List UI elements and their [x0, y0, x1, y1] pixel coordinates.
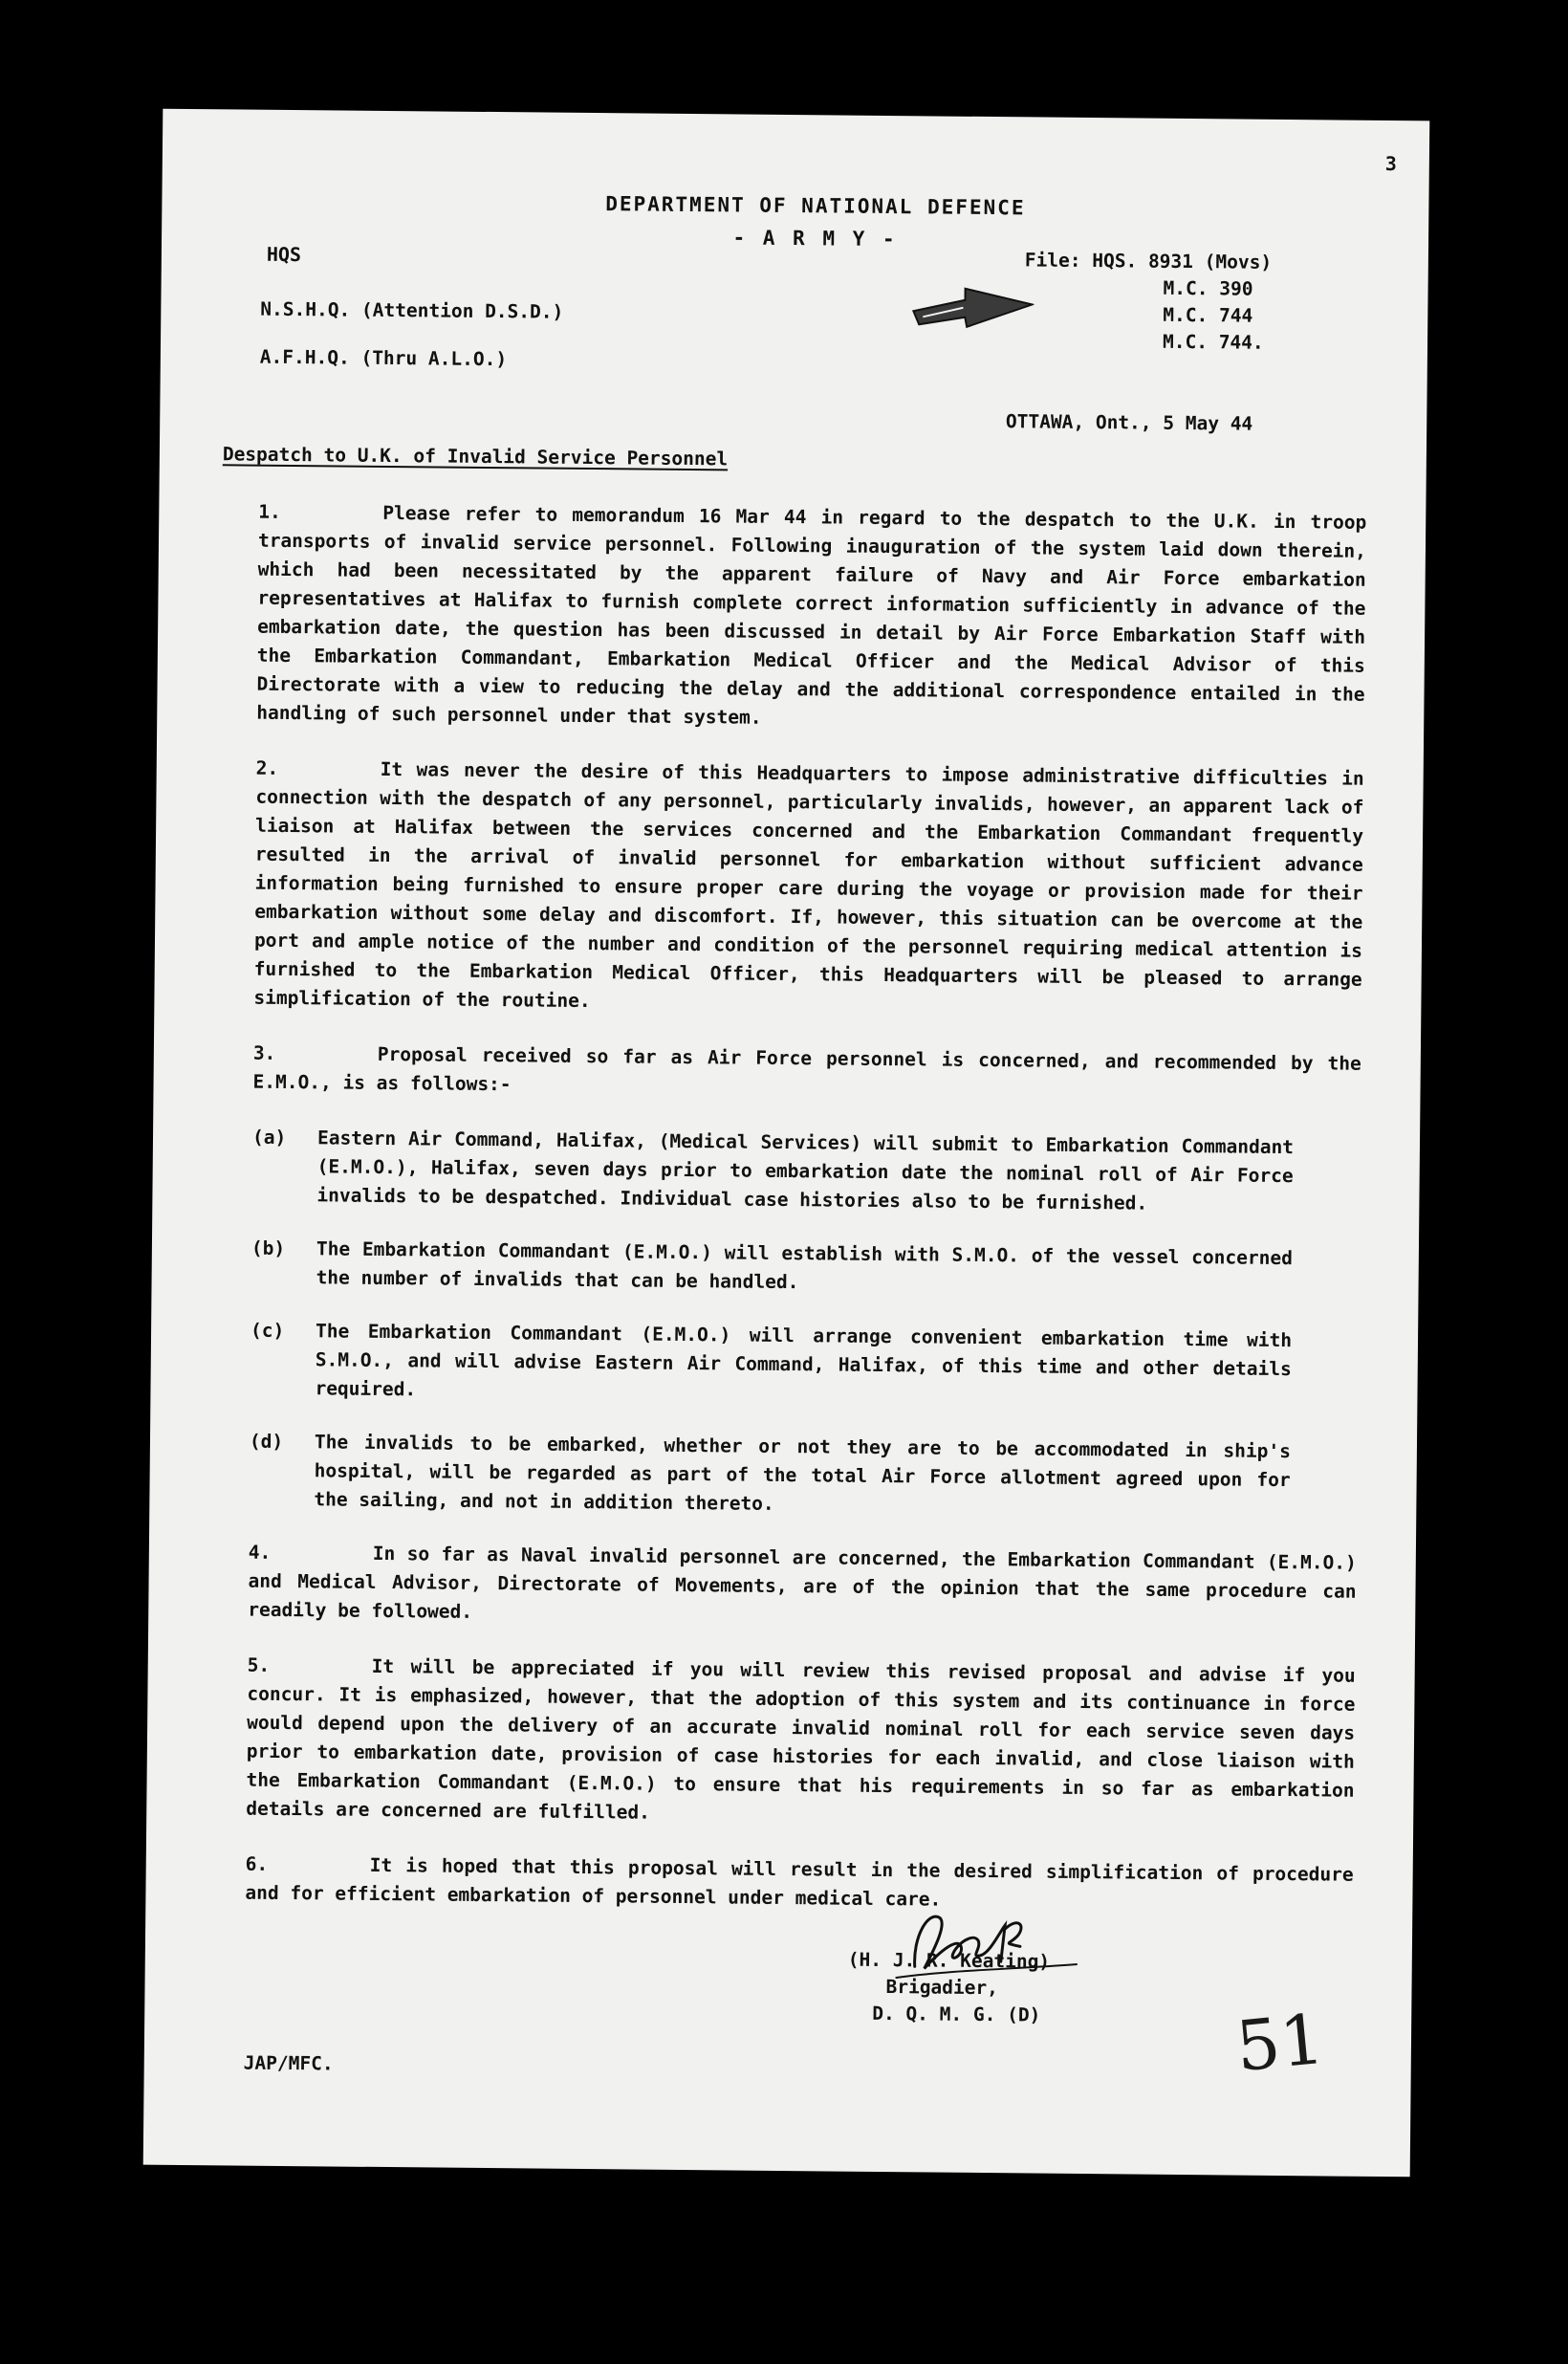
paragraph-text: In so far as Naval invalid personnel are concerned, the Embarkation Commandant (E.M.O.) and Medical Advisor, Directorate of Movements, are of the opinion that the same procedure can readily be followed.	[248, 1542, 1357, 1623]
paragraph-number: 2.	[255, 756, 279, 779]
handwritten-page-number: 51	[1232, 1998, 1328, 2088]
paragraph-number: 5.	[247, 1653, 271, 1676]
sub-item-text: The Embarkation Commandant (E.M.O.) will arrange convenient embarkation time with S.M.O., and will advise Eastern Air Command, Halifax, of this time and other details required.	[315, 1320, 1293, 1401]
paragraph	[248, 1539, 1357, 1635]
paragraph-text: It will be appreciated if you will review this revised proposal and advise if you concur. It is emphasized, however, that the adoption of this system and its continuance in force would depend upon the delivery of an accurate invalid nominal roll for each service seven days prior to embarkation date, provision of case histories for each invalid, and close liaison with the Embarkation Commandant (E.M.O.) to ensure that his requirements in so far as embarkation details are concerned are fulfilled.	[246, 1654, 1356, 1824]
subject-line: Despatch to U.K. of Invalid Service Personnel	[222, 443, 729, 471]
signatory-rank: Brigadier,	[885, 1976, 999, 2000]
sub-item-text: The Embarkation Commandant (E.M.O.) will establish with S.M.O. of the vessel concerned the number of invalids that can be handled.	[316, 1237, 1293, 1294]
department-heading: DEPARTMENT OF NATIONAL DEFENCE	[605, 192, 1026, 220]
paragraph-number: 4.	[248, 1541, 272, 1564]
signature-block	[847, 1947, 1050, 2029]
branch-heading: - A R M Y -	[732, 226, 898, 252]
paragraph-text: Please refer to memorandum 16 Mar 44 in regard to the despatch to the U.K. in troop transports of invalid service personnel. Following inauguration of the system laid down therein, which had been necessitated by the apparent failure of Navy and Air Force embarkation representatives at Halifax to furnish complete correct information sufficiently in advance of the embarkation date, the question has been discussed in detail by Air Force Embarkation Staff with the Embarkation Commandant, Embarkation Medical Officer and the Medical Advisor of this Directorate with a view to reducing the delay and the additional correspondence entailed in the handling of such personnel under that system.	[256, 501, 1367, 729]
signatory-name: (H. J. R. Keating)	[847, 1948, 1051, 1973]
signatory-title: D. Q. M. G. (D)	[872, 2002, 1041, 2026]
place-and-date: OTTAWA, Ont., 5 May 44	[1005, 410, 1253, 435]
sub-item-text: Eastern Air Command, Halifax, (Medical Services) will submit to Embarkation Commandant (E.M.O.), Halifax, seven days prior to embarkation date the nominal roll of Air Force invalids to be despatched. Individual case histories also to be furnished.	[316, 1127, 1295, 1215]
reference-mark: HQS	[266, 242, 302, 267]
paragraph	[252, 1040, 1361, 1107]
document-page	[143, 109, 1430, 2178]
sub-item-text: The invalids to be embarked, whether or not they are to be accommodated in ship's hospital, will be regarded as part of the total Air Force allotment agreed upon for the sailing, and not in addition thereto.	[314, 1431, 1292, 1515]
sub-item	[250, 1235, 1360, 1302]
addressee: A.F.H.Q. (Thru A.L.O.)	[259, 345, 508, 371]
paragraph	[256, 498, 1366, 738]
typist-initials: JAP/MFC.	[243, 2051, 334, 2075]
file-ref-item: M.C. 390	[1163, 276, 1253, 300]
paragraph-number: 3.	[252, 1041, 276, 1064]
paragraph-number: 1.	[258, 500, 281, 523]
file-reference-block	[1024, 247, 1369, 357]
paragraph	[253, 755, 1364, 1023]
sub-item-label: (a)	[251, 1126, 287, 1149]
sub-item-label: (c)	[250, 1319, 285, 1342]
paragraph	[246, 1652, 1356, 1834]
paragraph	[245, 1850, 1354, 1918]
paragraph-number: 6.	[245, 1852, 269, 1875]
paragraph-text: It is hoped that this proposal will result in the desired simplification of procedure and for efficient embarkation of personnel under medical care.	[245, 1853, 1354, 1911]
file-ref-item: M.C. 744.	[1162, 330, 1264, 354]
paragraph-text: It was never the desire of this Headquarters to impose administrative difficulties in connection with the despatch of any personnel, particularly invalids, however, an apparent lack of liaison at Halifax between the services concerned and the Embarkation Commandant frequently resulted in the arrival of invalid personnel for embarkation without sufficient advance information being furnished to ensure proper care during the voyage or provision made for their embarkation without some delay and discomfort. If, however, this situation can be overcome at the port and ample notice of the number and condition of the personnel requiring medical attention is furnished to the Embarkation Medical Officer, this Headquarters will be pleased to arrange simplification of the routine.	[253, 757, 1364, 1013]
corner-mark: 3	[1384, 151, 1397, 176]
file-number: File: HQS. 8931 (Movs)	[1024, 249, 1273, 274]
file-ref-item: M.C. 744	[1163, 303, 1253, 327]
addressee: N.S.H.Q. (Attention D.S.D.)	[260, 297, 564, 323]
sub-item-label: (b)	[250, 1237, 286, 1259]
sub-item	[251, 1124, 1361, 1220]
paragraph-text: Proposal received so far as Air Force personnel is concerned, and recommended by the E.M.O., is as follows:-	[252, 1042, 1361, 1096]
arrow-stamp-icon	[909, 282, 1034, 340]
sub-item-label: (d)	[249, 1430, 284, 1453]
sub-item	[250, 1317, 1359, 1413]
sub-item	[249, 1428, 1358, 1524]
